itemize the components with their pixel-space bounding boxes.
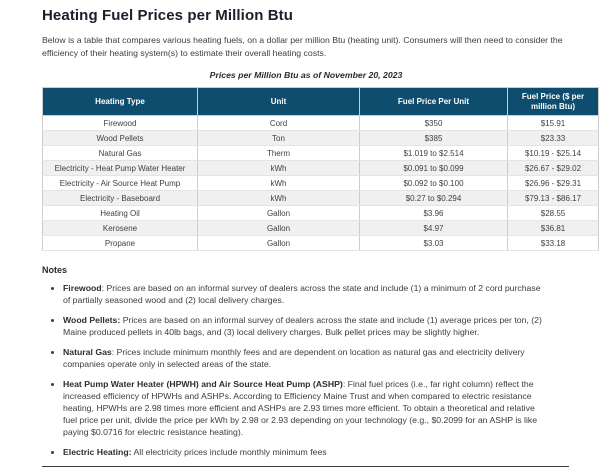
page-title: Heating Fuel Prices per Million Btu [42, 7, 294, 24]
table-cell: $36.81 [508, 221, 599, 236]
table-cell: Therm [198, 146, 360, 161]
table-cell: Gallon [198, 221, 360, 236]
note-text: : Prices include minimum monthly fees and are dependent on location as natural gas and electricity delivery companies operate only in selected areas of the state. [63, 347, 525, 369]
fuel-price-table [42, 87, 599, 251]
table-cell: Electricity - Baseboard [43, 191, 198, 206]
table-cell: $28.55 [508, 206, 599, 221]
table-caption: Prices per Million Btu as of November 20, 2023 [209, 70, 403, 80]
note-lead: Firewood [63, 283, 102, 293]
table-cell: $350 [360, 116, 508, 131]
table-cell: Gallon [198, 206, 360, 221]
table-cell: kWh [198, 191, 360, 206]
table-header-row [43, 88, 599, 116]
table-cell: $0.27 to $0.294 [360, 191, 508, 206]
table-cell: $15.91 [508, 116, 599, 131]
column-header: Fuel Price Per Unit [360, 88, 508, 116]
column-header: Heating Type [43, 88, 198, 116]
table-cell: Heating Oil [43, 206, 198, 221]
notes-list [42, 282, 572, 458]
table-row [43, 161, 599, 176]
notes-heading: Notes [42, 265, 68, 275]
note-item [63, 314, 554, 338]
table-cell: Ton [198, 131, 360, 146]
table-row [43, 146, 599, 161]
table-cell: Electricity - Heat Pump Water Heater [43, 161, 198, 176]
table-cell: Wood Pellets [43, 131, 198, 146]
note-text: All electricity prices include monthly minimum fees [131, 447, 327, 457]
note-item [63, 378, 554, 438]
table-cell: $385 [360, 131, 508, 146]
table-cell: $0.092 to $0.100 [360, 176, 508, 191]
table-row [43, 116, 599, 131]
table-cell: $3.96 [360, 206, 508, 221]
table-cell: $3.03 [360, 236, 508, 251]
table-cell: $26.96 - $29.31 [508, 176, 599, 191]
table-body [43, 116, 599, 251]
table-cell: Kerosene [43, 221, 198, 236]
table-cell: $10.19 - $25.14 [508, 146, 599, 161]
table-cell: kWh [198, 176, 360, 191]
table-row [43, 176, 599, 191]
table-cell: Cord [198, 116, 360, 131]
table-cell: $0.091 to $0.099 [360, 161, 508, 176]
table-cell: $79.13 - $86.17 [508, 191, 599, 206]
column-header: Unit [198, 88, 360, 116]
table-cell: Propane [43, 236, 198, 251]
table-cell: $4.97 [360, 221, 508, 236]
table-row [43, 236, 599, 251]
note-lead: Natural Gas [63, 347, 112, 357]
note-item [63, 346, 554, 370]
note-lead: Electric Heating: [63, 447, 132, 457]
note-item [63, 282, 554, 306]
table-cell: $1.019 to $2.514 [360, 146, 508, 161]
column-header: Fuel Price ($ per million Btu) [508, 88, 599, 116]
note-text: : Prices are based on an informal survey of dealers across the state and include (1) a minimum of 2 cord purchase of partially seasoned wood and (2) local delivery charges. [63, 283, 541, 305]
table-cell: Electricity - Air Source Heat Pump [43, 176, 198, 191]
table-row [43, 221, 599, 236]
table-row [43, 206, 599, 221]
table-cell: Natural Gas [43, 146, 198, 161]
table-cell: Firewood [43, 116, 198, 131]
table-row [43, 191, 599, 206]
table-cell: $23.33 [508, 131, 599, 146]
table-cell: Gallon [198, 236, 360, 251]
note-lead: Heat Pump Water Heater (HPWH) and Air Source Heat Pump (ASHP) [63, 379, 343, 389]
table-cell: kWh [198, 161, 360, 176]
intro-text: Below is a table that compares various heating fuels, on a dollar per million Btu (heating unit). Consumers will then need to consider the efficiency of their heating system(s) to estimate their overall heating costs. [42, 35, 563, 58]
table-cell: $26.67 - $29.02 [508, 161, 599, 176]
note-lead: Wood Pellets: [63, 315, 121, 325]
note-text: : Final fuel prices (i.e., far right column) reflect the increased efficiency of HPWHs and ASHPs. According to Efficiency Maine Trust and when compared to electric resistance heating, HPWHs are 2.98 times more efficient and ASHPs are 2.93 times more efficient. To obtain a theoretical and relative fuel price per unit, divide the price per kWh by 2.98 or 2.93 depending on your technology (e.g., $0.2099 for an ASHP is like paying $0.0716 for electric resistance heating). [63, 379, 538, 437]
note-text: Prices are based on an informal survey of dealers across the state and include (1) average prices per ton, (2) Maine produced pellets in 40lb bags, and (3) local delivery charges. Bulk pellet prices may be slightly higher. [63, 315, 542, 337]
table-row [43, 131, 599, 146]
table-cell: $33.18 [508, 236, 599, 251]
note-item [63, 446, 554, 458]
